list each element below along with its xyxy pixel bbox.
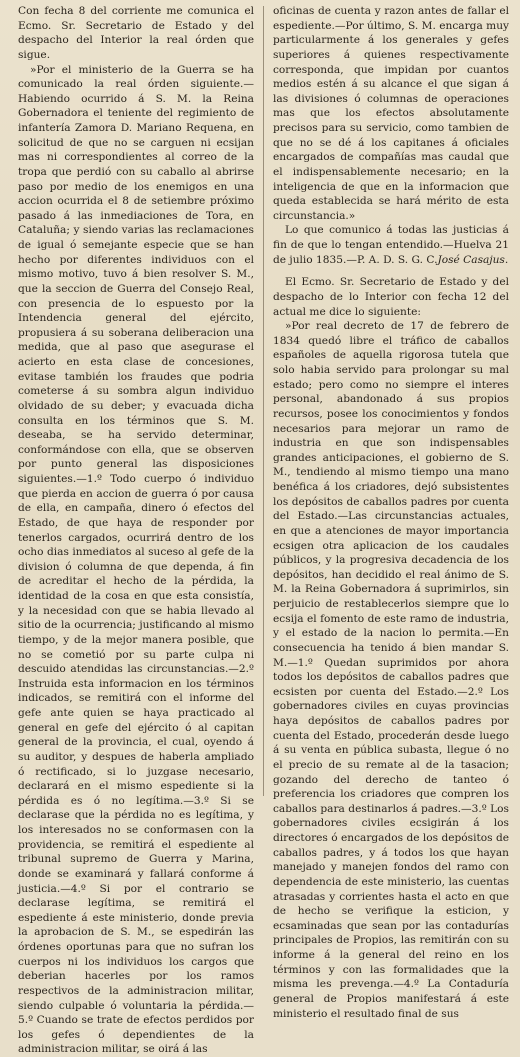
closing-formula: Lo que comunico á todas las justicias á fin de que lo tengan entendido.—Huelva 21 de julio 1835.—P. A. D. S. G. C. [273,224,509,265]
left-paragraph-1: Con fecha 8 del corriente me comunica el Ecmo. Sr. Secretario de Estado y del despacho del Interior la real órden que sigue. [18,4,254,63]
signature-name: José Casajus. [437,254,508,266]
column-divider [263,6,264,796]
left-paragraph-2: »Por el ministerio de la Guerra se ha comunicado la real órden siguiente.—Habiendo ocurrido á S. M. la Reina Gobernadora el teniente del regimiento de infantería Zamora D. Mariano Requena, en solicitud de que no se carguen ni ecsijan mas ni correspondientes al correo de la tropa que perdió con su caballo al abrirse paso por medio de los enemigos en una accion ocurrida el 8 de setiembre próximo pasado á las inmediaciones de Tora, en Cataluña; y siendo varias las reclamaciones de igual ó semejante especie que se han hecho por diferentes individuos con el mismo motivo, tuvo á bien resolver S. M., que la seccion de Guerra del Consejo Real, con presencia de lo espuesto por la Intendencia general del ejército, propusiera á su soberana deliberacion una medida, que al paso que asegurase el acierto en esta clase de concesiones, evitase también los fraudes que podria cometerse á su sombra algun individuo olvidado de su deber; y evacuada dicha consulta en los términos que S. M. deseaba, se ha servido determinar, conformándose con ella, que se observen por punto general las disposiciones siguientes.—1.º Todo cuerpo ó individuo que pierda en accion de guerra ó por causa de ella, en campaña, dinero ó efectos del Estado, de que haya de responder por tenerlos cargados, ocurrirá dentro de los ocho dias inmediatos al suceso al gefe de la division ó columna de que dependa, á fin de acreditar el hecho de la pérdida, la identidad de la cosa en que esta consistía, y la necesidad con que se habia llevado al sitio de la ocurrencia; justificando al mismo tiempo, y de la mejor manera posible, que no se cometió por su parte culpa ni descuido atendidas las circunstancias.—2.º Instruida esta informacion en los términos indicados, se remitirá con el informe del gefe ante quien se haya practicado al general en gefe del ejército ó al capitan general de la provincia, el cual, oyendo á su auditor, y despues de haberla ampliado ó rectificado, si lo juzgase necesario, declarará en el mismo espediente si la pérdida es ó no legítima.—3.º Si se declarase que la pérdida no es legítima, y los interesados no se conformasen con la providencia, se remitirá el espediente al tribunal supremo de Guerra y Marina, donde se examinará y fallará conforme á justicia.—4.º Si por el contrario se declarase legítima, se remitirá el espediente á este ministerio, donde previa la aprobacion de S. M., se espedirán las órdenes oportunas para que no sufran los cuerpos ni los individuos los cargos que deberian hacerles por los ramos respectivos de la administracion militar, siendo culpable ó voluntaria la pérdida.—5.º Cuando se trate de efectos perdidos por los gefes ó dependientes de la administracion militar, se oirá á las [18,63,254,1057]
section-gap [273,267,509,275]
right-paragraph-3: El Ecmo. Sr. Secretario de Estado y del despacho de lo Interior con fecha 12 del actual me dice lo siguiente: [273,275,509,319]
right-column [273,4,509,1021]
right-paragraph-2 [273,223,509,267]
left-column [18,4,254,1057]
right-paragraph-4: »Por real decreto de 17 de febrero de 1834 quedó libre el tráfico de caballos españoles de aquella rigorosa tutela que solo habia servido para prolongar su mal estado; pero como no siempre el interes personal, abandonado á sus propios recursos, posee los conocimientos y fondos necesarios para mejorar un ramo de industria en que son indispensables grandes anticipaciones, el gobierno de S. M., tendiendo al mismo tiempo una mano benéfica á los criadores, dejó subsistentes los depósitos de caballos padres por cuenta del Estado.—Las circunstancias actuales, en que a atenciones de mayor importancia ecsigen otra aplicacion de los caudales públicos, y la progresiva decadencia de los depósitos, han decidido el real ánimo de S. M. la Reina Gobernadora á suprimirlos, sin perjuicio de restablecerlos siempre que lo ecsija el fomento de este ramo de industria, y el estado de la nacion lo permita.—En consecuencia ha tenido á bien mandar S. M.—1.º Quedan suprimidos por ahora todos los depósitos de caballos padres que ecsisten por cuenta del Estado.—2.º Los gobernadores civiles en cuyas provincias haya depósitos de caballos padres por cuenta del Estado, procederán desde luego á su venta en pública subasta, llegue ó no el precio de su remate al de la tasacion; gozando del derecho de tanteo ó preferencia los criadores que compren los caballos para destinarlos á padres.—3.º Los gobernadores civiles ecsigirán á los directores ó encargados de los depósitos de caballos padres, y á todos los que hayan manejado y manejen fondos del ramo con dependencia de este ministerio, las cuentas atrasadas y corrientes hasta el acto en que de hecho se verifique la esticion, y ecsaminadas que sean por las contadurías principales de Propios, las remitirán con su informe á la general del reino en los términos y con las formalidades que la misma les prevenga.—4.º La Contaduría general de Propios manifestará á este ministerio el resultado final de sus [273,319,509,1021]
right-paragraph-1: oficinas de cuenta y razon antes de fallar el espediente.—Por último, S. M. encarga muy particularmente á los generales y gefes superiores á quienes respectivamente corresponda, que impidan por cuantos medios estén á su alcance el que sigan á las divisiones ó columnas de operaciones mas que los efectos absolutamente precisos para su servicio, como tambien de que no se dé á los capitanes á oficiales encargados de compañías mas caudal que el indispensablemente necesario; en la inteligencia de que en la informacion que queda establecida se hará mérito de esta circunstancia.» [273,4,509,223]
